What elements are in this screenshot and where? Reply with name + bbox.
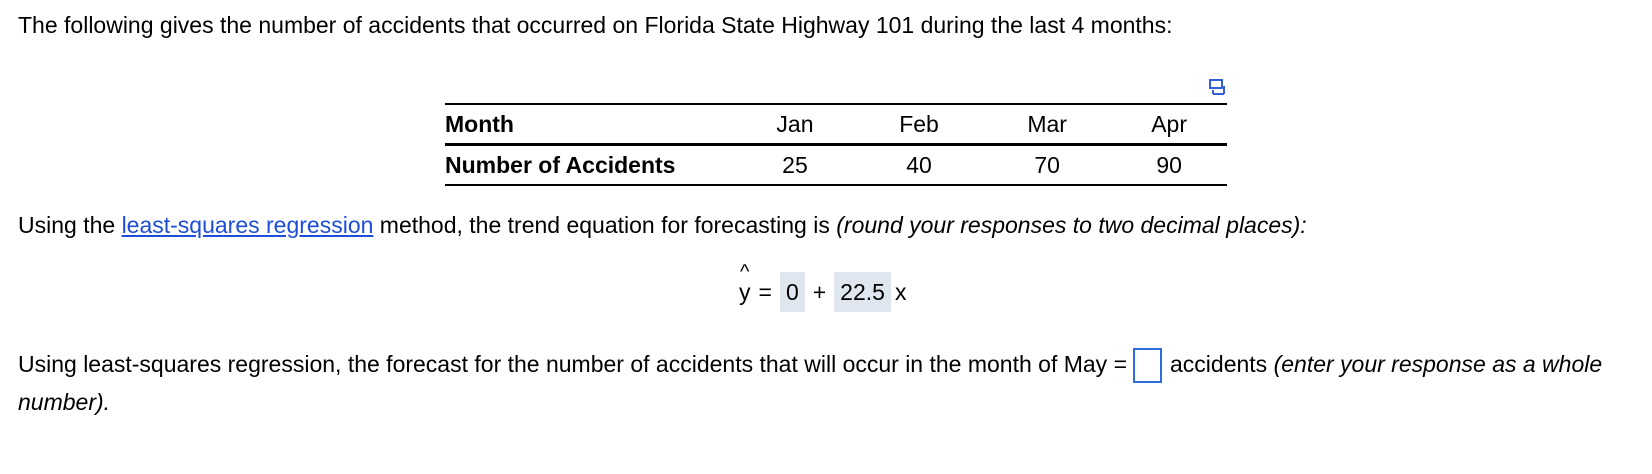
- accidents-label: Number of Accidents: [445, 145, 735, 186]
- accidents-cell: 40: [855, 145, 983, 186]
- regression-middle: method, the trend equation for forecasting is: [373, 212, 837, 238]
- accidents-table: [445, 103, 1227, 186]
- hat-accent: ^: [740, 260, 750, 283]
- month-cell: Apr: [1111, 104, 1227, 145]
- regression-prompt: [18, 210, 1307, 240]
- trend-equation: [739, 260, 907, 314]
- regression-instruction: (round your responses to two decimal places):: [836, 212, 1307, 238]
- equals-sign: =: [758, 278, 772, 305]
- forecast-unit: accidents: [1170, 351, 1268, 377]
- accidents-cell: 90: [1111, 145, 1227, 186]
- y-letter: y: [739, 278, 751, 305]
- table-row: [445, 145, 1227, 186]
- accidents-cell: 25: [735, 145, 855, 186]
- month-cell: Feb: [855, 104, 983, 145]
- regression-prefix: Using the: [18, 212, 122, 238]
- month-cell: Mar: [983, 104, 1111, 145]
- forecast-instruction: (enter your response as a whole number).: [18, 351, 1603, 416]
- intercept-answer[interactable]: 0: [780, 272, 805, 312]
- plus-sign: +: [812, 278, 827, 305]
- slope-answer[interactable]: 22.5: [834, 272, 891, 312]
- month-header: Month: [445, 104, 735, 145]
- least-squares-link[interactable]: least-squares regression: [121, 212, 374, 238]
- tools-icon[interactable]: [1208, 78, 1226, 96]
- table-header-row: [445, 104, 1227, 145]
- month-cell: Jan: [735, 104, 855, 145]
- x-variable: x: [894, 278, 907, 305]
- intro-text: The following gives the number of accidents that occurred on Florida State Highway 101 during the last 4 months:: [18, 12, 1173, 38]
- y-hat-symbol: [739, 260, 751, 306]
- forecast-input[interactable]: [1133, 348, 1162, 383]
- forecast-prompt: [18, 345, 1628, 421]
- forecast-prefix: Using least-squares regression, the forecast for the number of accidents that will occur in the month of May =: [18, 351, 1128, 377]
- accidents-cell: 70: [983, 145, 1111, 186]
